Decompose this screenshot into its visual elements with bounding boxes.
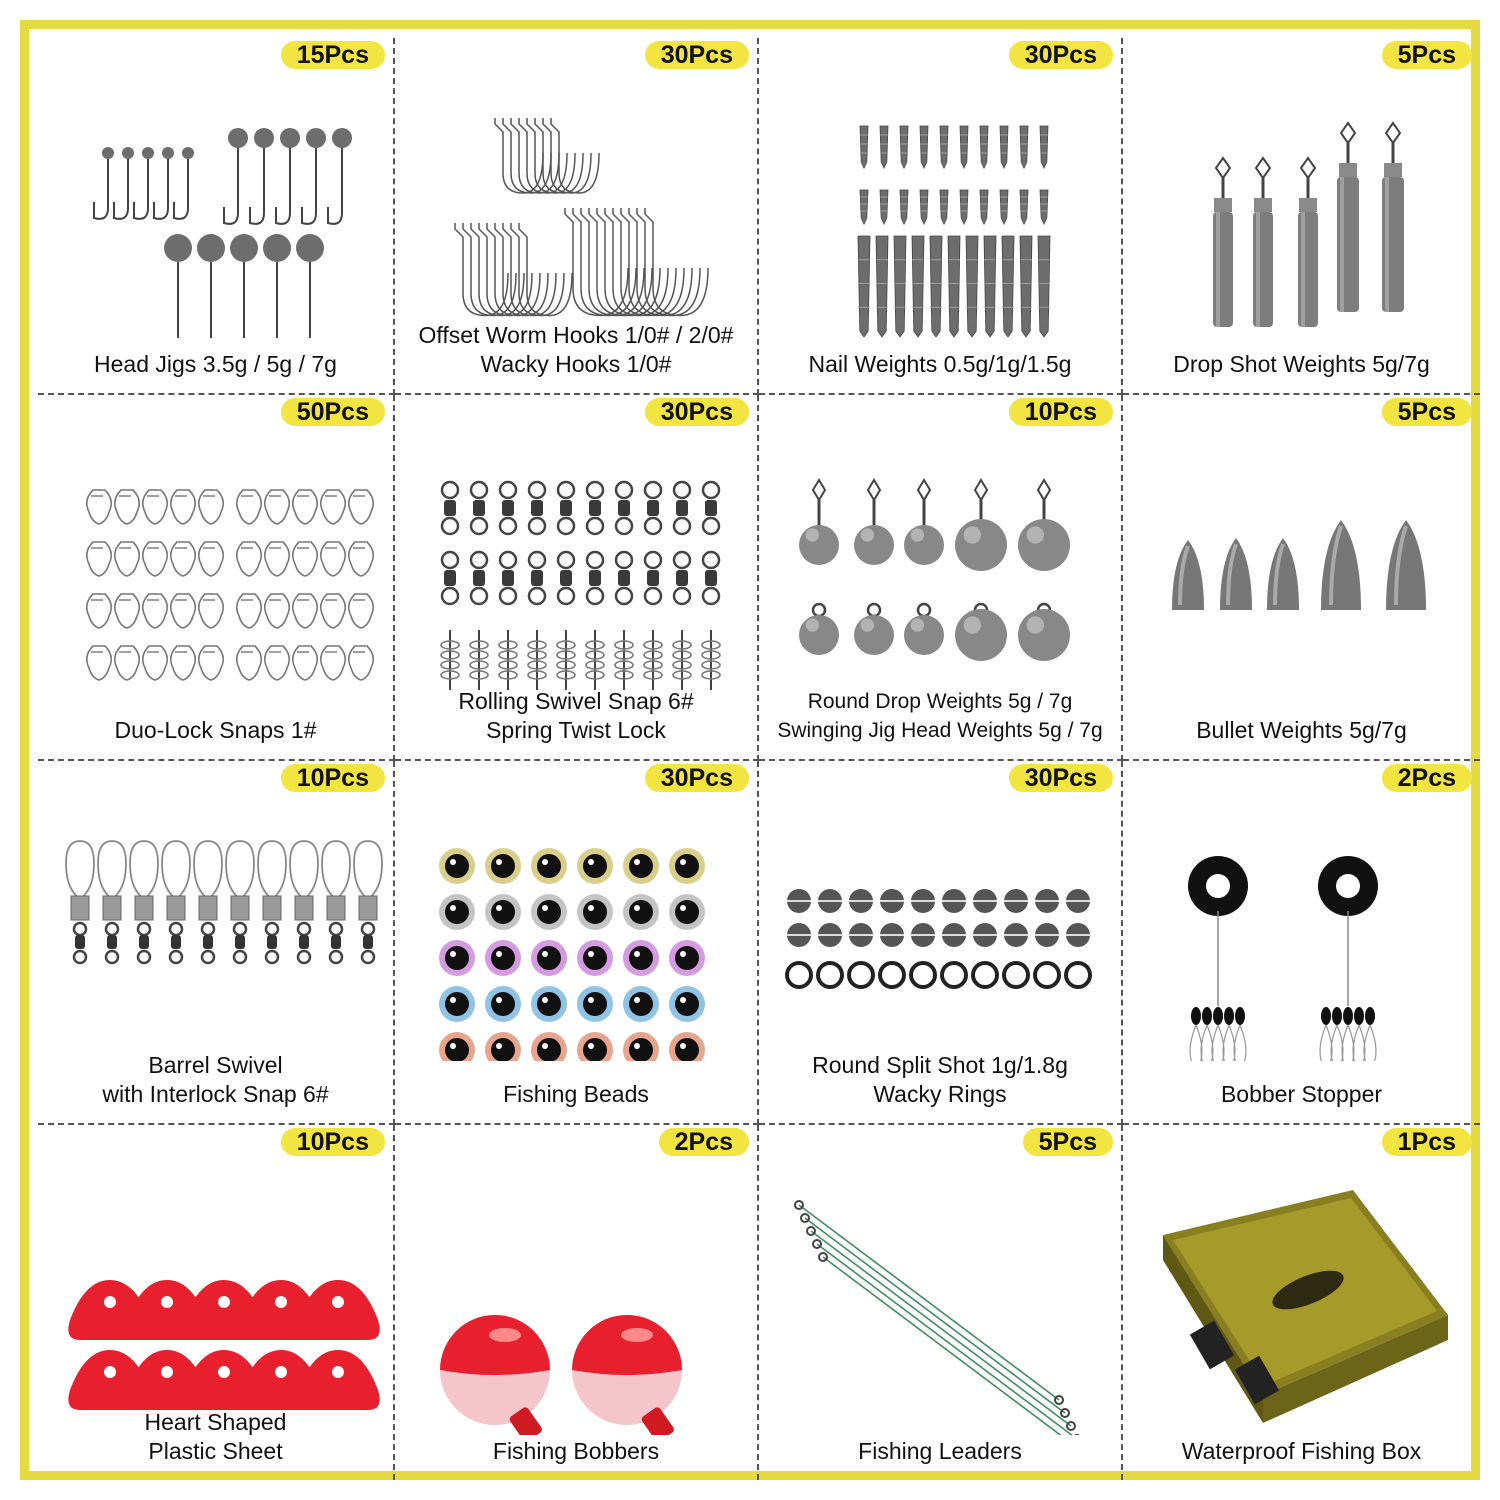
bobber-stopper-icon — [1123, 801, 1480, 1066]
item-label-line: Offset Worm Hooks 1/0# / 2/0# — [418, 322, 734, 348]
item-label — [759, 1051, 1121, 1109]
quantity-badge: 10Pcs — [281, 1128, 385, 1156]
item-label-line: Spring Twist Lock — [486, 717, 666, 743]
item-grid — [38, 38, 1480, 1480]
product-cell — [38, 395, 395, 761]
bobber-icon — [395, 1165, 757, 1440]
item-label-line: with Interlock Snap 6# — [102, 1081, 329, 1107]
item-label — [395, 687, 757, 745]
item-label-line: Fishing Beads — [503, 1081, 649, 1107]
quantity-badge: 30Pcs — [645, 41, 749, 69]
product-cell — [1123, 1125, 1480, 1480]
item-label-line: Barrel Swivel — [148, 1052, 283, 1078]
quantity-badge: 30Pcs — [1009, 41, 1113, 69]
tackle-box-icon — [1123, 1165, 1480, 1440]
item-label-line: Wacky Hooks 1/0# — [480, 351, 672, 377]
product-cell — [395, 761, 759, 1125]
barrel-swivel-icon — [38, 801, 393, 1066]
item-label — [38, 1051, 393, 1109]
item-label — [1123, 350, 1480, 379]
product-cell — [759, 395, 1123, 761]
item-label — [38, 1408, 393, 1466]
bead-icon — [395, 801, 757, 1066]
product-cell — [38, 761, 395, 1125]
product-frame — [20, 20, 1480, 1480]
item-label — [1123, 716, 1480, 745]
quantity-badge: 15Pcs — [281, 41, 385, 69]
round-weight-icon — [759, 435, 1121, 700]
item-label-line: Fishing Leaders — [858, 1438, 1022, 1464]
heart-sheet-icon — [38, 1165, 393, 1440]
product-cell — [38, 38, 395, 395]
quantity-badge: 1Pcs — [1382, 1128, 1472, 1156]
product-cell — [1123, 395, 1480, 761]
quantity-badge: 2Pcs — [1382, 764, 1472, 792]
product-cell — [395, 38, 759, 395]
item-label-line: Swinging Jig Head Weights 5g / 7g — [777, 719, 1103, 742]
quantity-badge: 50Pcs — [281, 398, 385, 426]
quantity-badge: 10Pcs — [281, 764, 385, 792]
product-cell — [38, 1125, 395, 1480]
product-cell — [759, 38, 1123, 395]
quantity-badge: 5Pcs — [1382, 398, 1472, 426]
swivel-icon — [395, 435, 757, 700]
item-label — [38, 350, 393, 379]
leader-icon — [759, 1165, 1121, 1440]
item-label — [759, 1437, 1121, 1466]
item-label-line: Bullet Weights 5g/7g — [1196, 717, 1407, 743]
product-cell — [759, 761, 1123, 1125]
item-label — [759, 350, 1121, 379]
item-label — [38, 716, 393, 745]
item-label-line: Nail Weights 0.5g/1g/1.5g — [808, 351, 1072, 377]
product-cell — [1123, 761, 1480, 1125]
item-label-line: Round Split Shot 1g/1.8g — [812, 1052, 1068, 1078]
quantity-badge: 10Pcs — [1009, 398, 1113, 426]
item-label-line: Wacky Rings — [873, 1081, 1007, 1107]
item-label-line: Bobber Stopper — [1220, 1081, 1383, 1107]
quantity-badge: 2Pcs — [659, 1128, 749, 1156]
bullet-weight-icon — [1123, 435, 1480, 700]
drop-shot-weight-icon — [1123, 78, 1480, 343]
item-label — [1123, 1437, 1480, 1466]
item-label-line: Plastic Sheet — [148, 1438, 283, 1464]
item-label — [759, 687, 1121, 745]
quantity-badge: 5Pcs — [1382, 41, 1472, 69]
nail-weight-icon — [759, 78, 1121, 343]
product-cell — [395, 395, 759, 761]
product-cell — [759, 1125, 1123, 1480]
product-cell — [1123, 38, 1480, 395]
item-label-line: Waterproof Fishing Box — [1181, 1438, 1422, 1464]
item-label-line: Duo-Lock Snaps 1# — [114, 717, 317, 743]
hook-icon — [395, 78, 757, 343]
quantity-badge: 30Pcs — [645, 398, 749, 426]
item-label — [395, 321, 757, 379]
quantity-badge: 30Pcs — [1009, 764, 1113, 792]
split-shot-icon — [759, 801, 1121, 1066]
item-label-line: Head Jigs 3.5g / 5g / 7g — [94, 351, 337, 377]
item-label-line: Round Drop Weights 5g / 7g — [807, 690, 1073, 713]
item-label — [1123, 1080, 1480, 1109]
item-label-line: Drop Shot Weights 5g/7g — [1173, 351, 1430, 377]
product-cell — [395, 1125, 759, 1480]
jig-head-icon — [38, 78, 393, 343]
item-label — [395, 1437, 757, 1466]
item-label-line: Rolling Swivel Snap 6# — [458, 688, 694, 714]
item-label-line: Heart Shaped — [144, 1409, 287, 1435]
quantity-badge: 30Pcs — [645, 764, 749, 792]
quantity-badge: 5Pcs — [1023, 1128, 1113, 1156]
item-label — [395, 1080, 757, 1109]
snap-icon — [38, 435, 393, 700]
item-label-line: Fishing Bobbers — [492, 1438, 660, 1464]
